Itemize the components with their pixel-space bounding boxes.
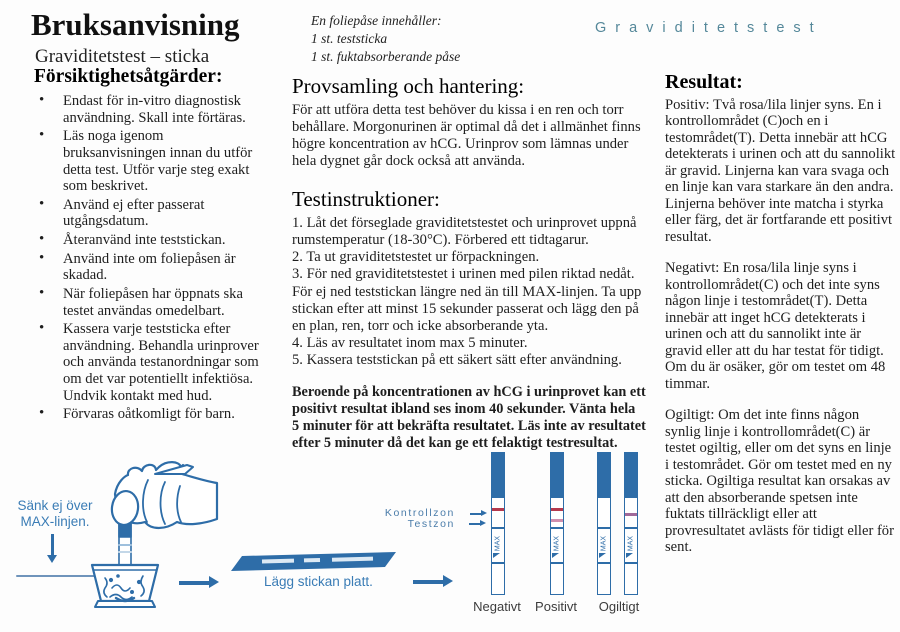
max-line-note-line: Sänk ej över: [17, 498, 93, 513]
max-label: MAX: [494, 535, 502, 552]
package-contents-note: [311, 12, 460, 65]
right-arrow-icon: [179, 581, 209, 585]
test-instructions-heading: Testinstruktioner:: [292, 187, 440, 212]
stick-handle: [598, 453, 610, 498]
max-label: MAX: [627, 535, 635, 552]
test-stick-negative: [491, 452, 505, 595]
list-item: • Endast för in-vitro diagnostisk användning. Skall inte förtäras.: [34, 93, 267, 126]
precautions-heading: Försiktighetsåtgärder:: [34, 66, 223, 87]
zone-pointer-arrow-icon: [470, 513, 481, 515]
list-item: • Använd inte om foliepåsen är skadad.: [34, 251, 267, 284]
list-item: • När foliepåsen har öppnats ska testet användas omedelbart.: [34, 286, 267, 319]
stick-caption-positive: Positivt: [535, 599, 577, 614]
list-item: • Återanvänd inte teststickan.: [34, 232, 267, 249]
step-item: 3. För ned graviditetstestet i urinen med pilen riktad nedåt. För ej ned teststickan längre ned än till MAX-linjen. Ta upp stickan efter att minst 15 sekunder passerat och lägg den på en plan, ren, torr och icke absorberande yta.: [292, 266, 642, 334]
cup-icon: [92, 565, 158, 607]
max-label: MAX: [600, 535, 608, 552]
test-zone-label: Testzon: [407, 518, 455, 530]
lay-flat-note: Lägg stickan platt.: [264, 574, 373, 589]
flat-stick-illustration: [231, 551, 399, 575]
right-arrow-icon: [413, 580, 443, 584]
results-section: [665, 71, 896, 571]
brand-wordmark: Graviditetstest: [595, 20, 823, 36]
max-arrow-icon: [626, 553, 633, 558]
stick-result-window: [625, 498, 637, 529]
list-item: • Förvaras oåtkomligt för barn.: [34, 406, 267, 423]
stick-result-window: [492, 498, 504, 529]
step-item: 2. Ta ut graviditetstestet ur förpackningen.: [292, 249, 540, 266]
package-note-line: 1 st. fuktabsorberande påse: [311, 48, 461, 64]
stick-caption-negative: Negativt: [473, 599, 521, 614]
zone-pointer-arrow-icon: [469, 523, 480, 525]
package-note-line: En foliepåse innehåller:: [311, 13, 442, 28]
step-item: 1. Låt det förseglade graviditetstestet och urinprovet uppnå rumstemperatur (18-30°C). Förbered ett tidtagarur.: [292, 215, 637, 249]
test-line: [625, 513, 637, 516]
test-line: [551, 519, 563, 522]
test-steps: [292, 215, 656, 369]
package-note-line: 1 st. teststicka: [311, 30, 388, 46]
stick-handle: [551, 453, 563, 498]
precautions-list: [34, 93, 267, 423]
list-item: • Använd ej efter passerat utgångsdatum.: [34, 197, 267, 230]
stick-max-section: [492, 529, 504, 564]
max-line-note-line: MAX-linjen.: [20, 513, 90, 529]
sampling-body: För att utföra detta test behöver du kissa i en ren och torr behållare. Morgonurinen är optimal då det i allmänhet finns högre koncentration av hCG. Urinprov som lämnas under hela dygnet går dock också att använda.: [292, 102, 641, 170]
stick-result-window: [598, 498, 610, 529]
list-item: • Kassera varje teststicka efter användning. Behandla urinprover och använda testanordningar som om det var potentiellt infektiösa. Undvik kontakt med hud.: [34, 321, 267, 404]
stick-max-section: [551, 529, 563, 564]
max-label: MAX: [553, 535, 561, 552]
timing-warning: Beroende på koncentrationen av hCG i urinprovet kan ett positivt resultat ibland ses inom 40 sekunder. Vänta hela 5 minuter för att bekräfta resultatet. Läs inte av resultatet efter 5 minuter då det kan ge ett felaktigt testresultat.: [292, 383, 646, 452]
control-line: [492, 508, 504, 511]
dip-illustration: [15, 452, 230, 620]
step-item: 5. Kassera teststickan på ett säkert sätt efter användning.: [292, 351, 622, 368]
control-line: [551, 508, 563, 511]
stick-result-window: [551, 498, 563, 529]
test-stick-positive: [550, 452, 564, 595]
sampling-heading: Provsamling och hantering:: [292, 74, 525, 98]
stick-handle: [625, 453, 637, 498]
precautions-section: [34, 66, 267, 425]
stick-handle: [492, 453, 504, 498]
stick-caption-invalid: Ogiltigt: [598, 599, 640, 614]
results-heading: Resultat:: [665, 71, 743, 93]
page-title: Bruksanvisning: [31, 7, 240, 42]
result-invalid-text: Ogiltigt: Om det inte finns någon synlig linje i kontrollområdet(C) är testet ogiltig, eller om det syns en linje i testområdet. Gör om testet med en ny sticka. Ogiltiga resultat kan orsakas av att den absorberande spetsen inte fuktats tillräckligt eller att provresultatet avlästs för tidigt eller för sent.: [665, 407, 894, 556]
stick-max-section: [625, 529, 637, 564]
max-arrow-icon: [552, 553, 559, 558]
result-negative-text: Negativt: En rosa/lila linje syns i kontrollområdet(C) och det inte syns någon linje i testområdet(T). Detta innebär att inget hCG detekterats i urinen och att du sannolikt inte är gravid eller att du har testat för tidigt. Om du är osäker, gör om testet om 48 timmar.: [665, 260, 886, 392]
test-stick-invalid-2: [624, 452, 638, 595]
stick-max-section: [598, 529, 610, 564]
result-positive-text: Positiv: Två rosa/lila linjer syns. En i kontrollområdet (C)och en i testområdet(T). Detta innebär att hCG detekterats i urinen och att du sannolikt är gravid. Linjerna kan vara svaga och en linje kan vara starkare än den andra. Linjerna behöver inte matcha i styrka eller färg, det är fortfarande ett positivt resultat.: [665, 97, 896, 245]
page-subtitle: Graviditetstest – sticka: [35, 46, 210, 67]
list-item: • Läs noga igenom bruksanvisningen innan du utför detta test. Utför varje steg exakt som beskrivet.: [34, 128, 267, 195]
step-item: 4. Läs av resultatet inom max 5 minuter.: [292, 334, 528, 351]
max-arrow-icon: [599, 553, 606, 558]
max-arrow-icon: [493, 553, 500, 558]
instructions-column: [292, 74, 656, 452]
test-stick-invalid-1: [597, 452, 611, 595]
control-zone-label: Kontrollzon: [384, 507, 455, 519]
